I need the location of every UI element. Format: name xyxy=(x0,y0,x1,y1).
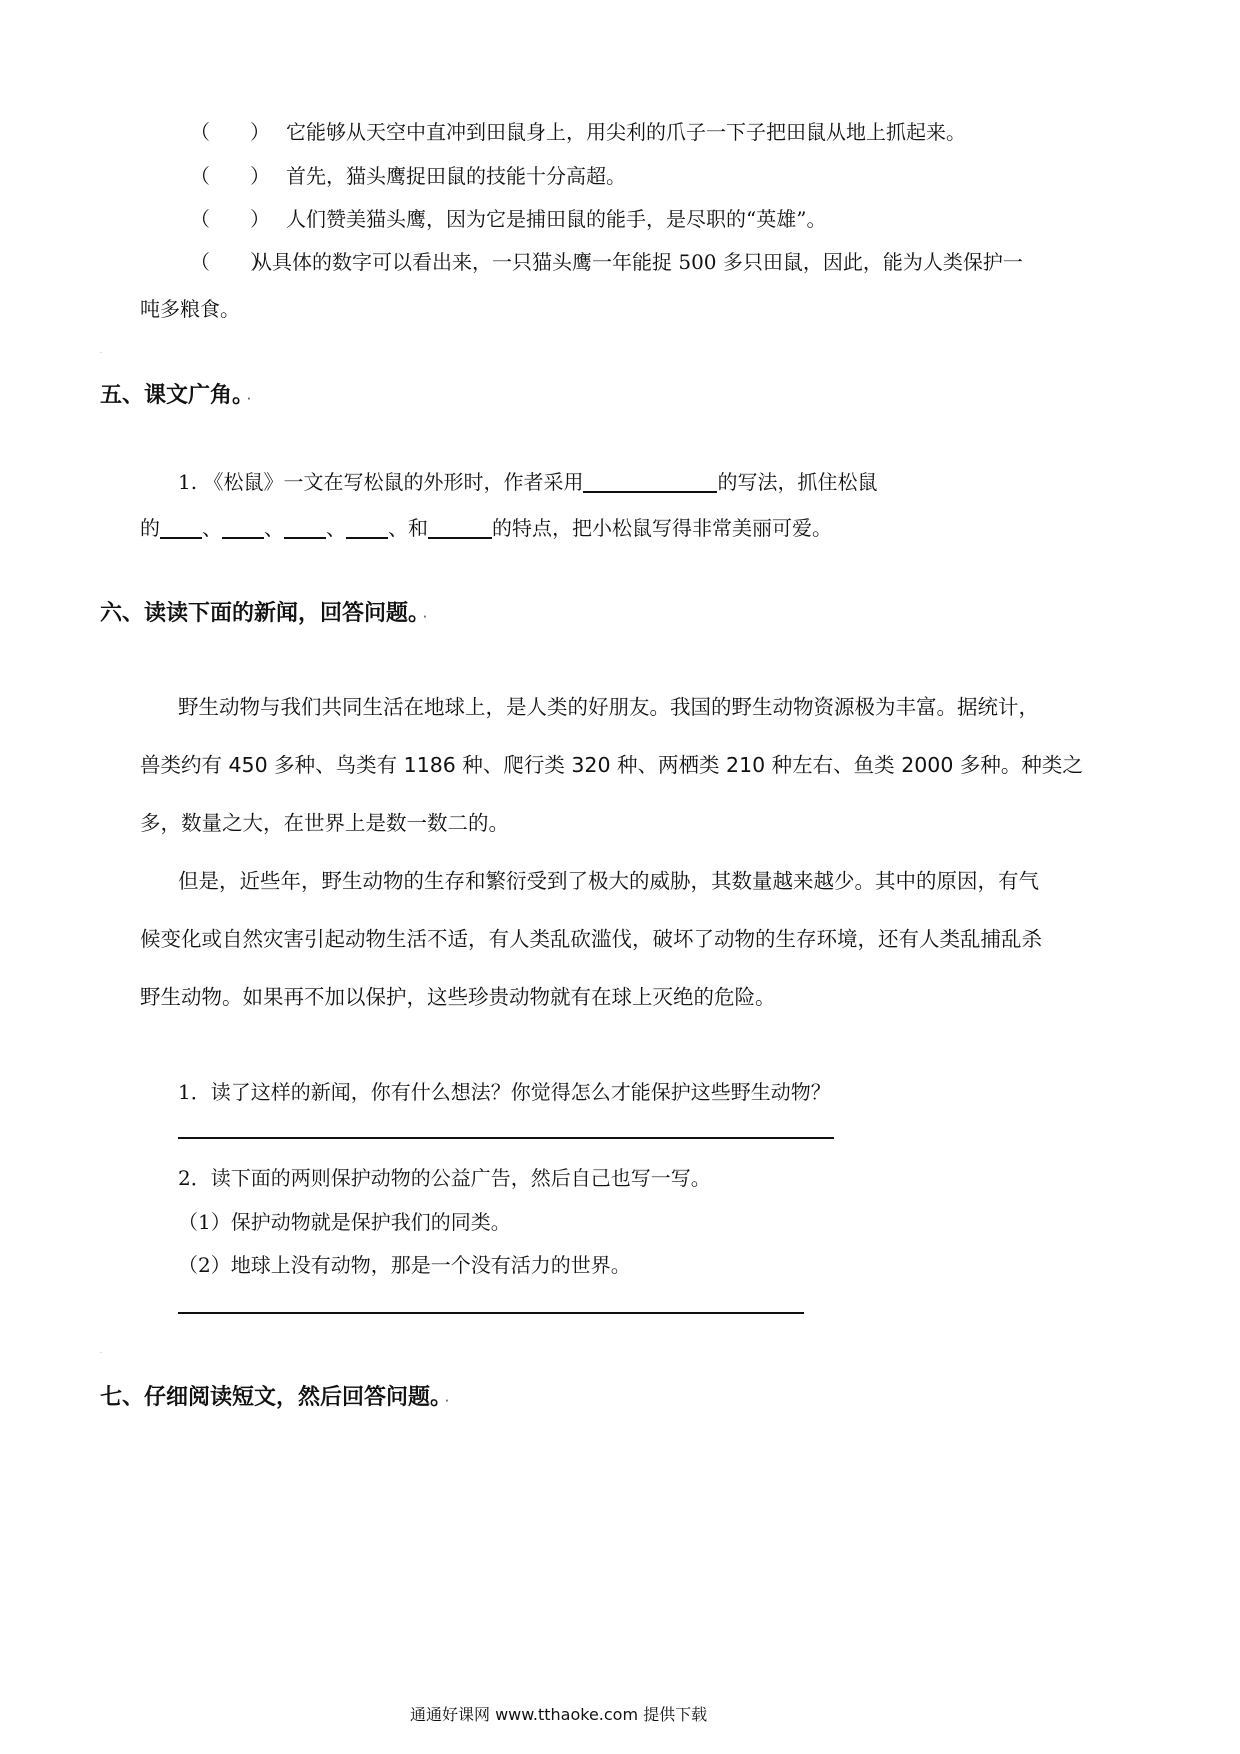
news-line-4: 但是，近些年，野生动物的生存和繁衍受到了极大的威胁，其数量越来越少。其中的原因，有气 xyxy=(178,869,1039,893)
section-6-heading: 六、读读下面的新闻，回答问题。 · xyxy=(100,601,427,626)
fill-blank-5[interactable] xyxy=(428,517,492,539)
fill-blank-3[interactable] xyxy=(284,517,326,539)
news-line-3: 多，数量之大，在世界上是数一数二的。 xyxy=(140,811,509,835)
page-footer: 通通好课网 www.tthaoke.com 提供下载 xyxy=(410,1705,708,1724)
news-line-2: 兽类约有 450 多种、鸟类有 1186 种、爬行类 320 种、两栖类 210 种左右、鱼类 2000 多种。种类之 xyxy=(140,753,1083,777)
public-ad-2: （2）地球上没有动物，那是一个没有活力的世界。 xyxy=(178,1253,631,1277)
answer-line-1[interactable] xyxy=(178,1137,834,1139)
order-item-3 xyxy=(190,203,826,232)
order-item-4-continued xyxy=(140,293,240,322)
question-text: 的写法，抓住松鼠 xyxy=(717,470,878,494)
public-ad-1: （1）保护动物就是保护我们的同类。 xyxy=(178,1210,511,1234)
news-line-6: 野生动物。如果再不加以保护，这些珍贵动物就有在球上灭绝的危险。 xyxy=(140,985,776,1009)
section-6-question-1: 1．读了这样的新闻，你有什么想法？你觉得怎么才能保护这些野生动物？ xyxy=(178,1080,831,1104)
question-number: 1. xyxy=(178,470,198,494)
section-5-heading: 五、课文广角。 · xyxy=(100,383,251,408)
section-5-question-1-line-1 xyxy=(178,466,877,495)
section-7-heading: 七、仔细阅读短文，然后回答问题。 · xyxy=(100,1385,449,1410)
margin-dot: · xyxy=(100,1350,102,1357)
order-item-text-continued: 吨多粮食。 xyxy=(140,297,240,321)
order-item-text: 首先，猫头鹰捉田鼠的技能十分高超。 xyxy=(286,164,626,188)
fill-blank-1[interactable] xyxy=(160,517,202,539)
order-item-4 xyxy=(190,246,1023,275)
answer-line-2[interactable] xyxy=(178,1312,804,1314)
order-item-text: 它能够从天空中直冲到田鼠身上，用尖利的爪子一下子把田鼠从地上抓起来。 xyxy=(286,120,966,144)
question-text: 《松鼠》一文在写松鼠的外形时，作者采用 xyxy=(203,470,584,494)
order-item-2 xyxy=(190,160,626,189)
answer-paren[interactable]: （ ） xyxy=(190,207,270,231)
news-line-1: 野生动物与我们共同生活在地球上，是人类的好朋友。我国的野生动物资源极为丰富。据统计， xyxy=(178,695,1039,719)
answer-paren[interactable]: （ ） xyxy=(190,250,270,274)
fill-blank-4[interactable] xyxy=(346,517,388,539)
order-item-1 xyxy=(190,116,966,145)
margin-dot: · xyxy=(100,350,102,357)
section-6-question-2: 2．读下面的两则保护动物的公益广告，然后自己也写一写。 xyxy=(178,1166,711,1190)
news-line-5: 候变化或自然灾害引起动物生活不适，有人类乱砍滥伐，破坏了动物的生存环境，还有人类乱捕乱杀 xyxy=(140,927,1042,951)
order-item-text: 从具体的数字可以看出来，一只猫头鹰一年能捉 500 多只田鼠，因此，能为人类保护一 xyxy=(252,250,1023,274)
fill-blank-2[interactable] xyxy=(222,517,264,539)
order-item-text: 人们赞美猫头鹰，因为它是捕田鼠的能手，是尽职的“英雄”。 xyxy=(286,207,827,231)
fill-blank-method[interactable] xyxy=(583,471,717,493)
section-5-question-1-line-2: 的 、 、 、 、和 的特点，把小松鼠写得非常美丽可爱。 xyxy=(140,516,832,540)
answer-paren[interactable]: （ ） xyxy=(190,120,270,144)
answer-paren[interactable]: （ ） xyxy=(190,164,270,188)
